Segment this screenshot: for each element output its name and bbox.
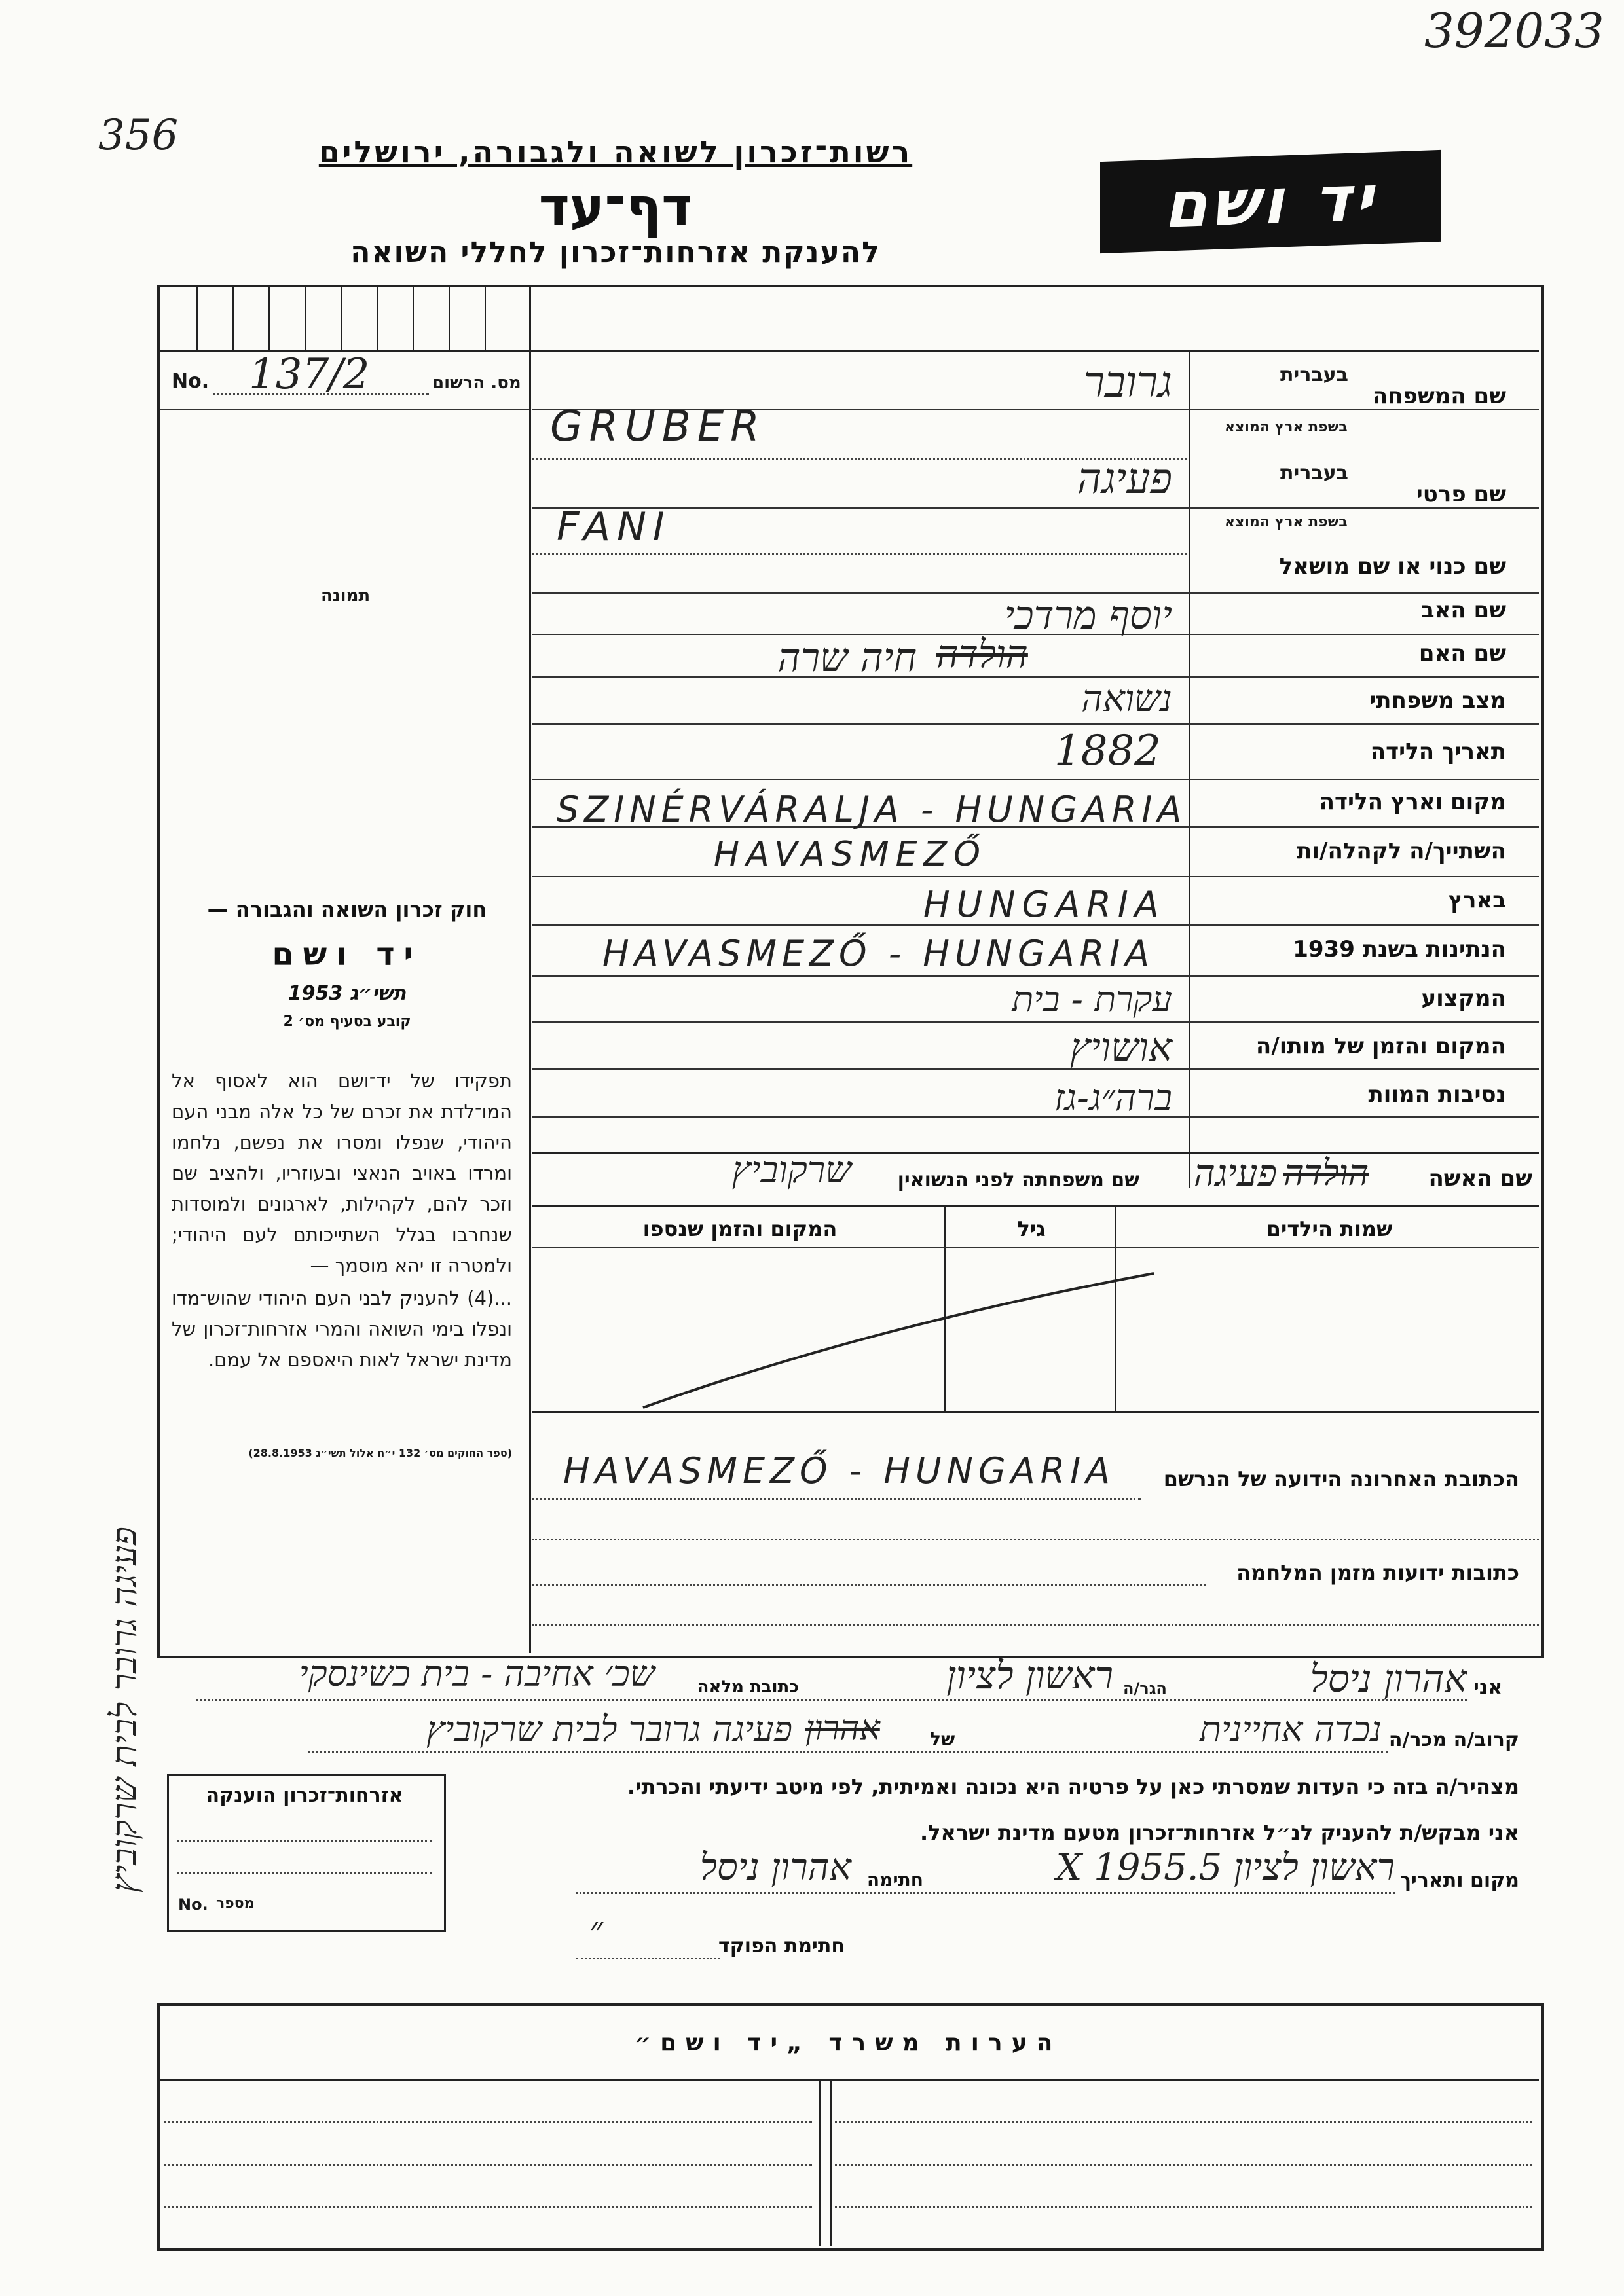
father-value: יוסף מרדכי	[1004, 592, 1172, 638]
declaration-text: מצהיר/ה בזה כי העדות שמסרתי כאן על פרטיה היא נכונה ואמיתית, לפי מיטב ידיעתי והכרתי.	[627, 1774, 1519, 1799]
officer-dotted-line	[576, 1958, 720, 1959]
law-year: תשי״ג 1953	[287, 982, 407, 1005]
cell-divider	[449, 285, 450, 350]
declarant-gar-label: הגר/ה	[1123, 1679, 1167, 1698]
mother-value: חיה שרה	[777, 635, 917, 681]
notes-divider	[819, 2079, 821, 2246]
community-label: השתייך/ה לקהלה/ות	[1297, 838, 1506, 864]
law-title: חוק זכרון השואה והגבורה —	[207, 897, 487, 922]
father-label: שם האב	[1420, 597, 1506, 623]
declarant-dotted-line	[308, 1751, 1388, 1753]
death-place-value: אושויץ	[1069, 1025, 1172, 1070]
row-line	[532, 779, 1539, 780]
place-date-label: מקום ותאריך	[1399, 1869, 1519, 1892]
profession-label: המקצוע	[1421, 985, 1506, 1011]
notes-divider	[830, 2079, 832, 2246]
address-dotted-line	[532, 1624, 1539, 1626]
cell-divider	[304, 285, 306, 350]
family-name-sub-native: בשפת ארץ המוצא	[1225, 419, 1348, 435]
law-source: (ספר החוקים מס׳ 132 י״ח אלול תשי״ג 28.8.1953)	[248, 1447, 512, 1459]
family-name-native: GRUBER	[550, 403, 766, 451]
cell-divider	[377, 285, 378, 350]
community-value: HAVASMEZŐ	[714, 835, 987, 874]
first-name-sub-native: בשפת ארץ המוצא	[1225, 514, 1348, 530]
children-place-header: המקום והזמן שנספו	[642, 1216, 838, 1241]
birth-date-value: 1882	[1054, 727, 1161, 775]
officer-signature-label: חתימת הפוקד	[718, 1935, 845, 1958]
wife-value: פעיגה	[1193, 1152, 1277, 1195]
notes-dotted-line	[835, 2164, 1532, 2166]
cell-divider	[413, 285, 414, 350]
notes-line	[160, 2079, 1539, 2081]
label-column-divider	[1189, 350, 1190, 1188]
family-name-hebrew: גרובר	[1083, 357, 1172, 407]
children-age-header: גיל	[1017, 1216, 1046, 1241]
wife-label: שם האשה	[1428, 1165, 1532, 1192]
row-line	[532, 723, 1539, 725]
photo-label: תמונה	[321, 586, 371, 606]
stamp-no-label: No.	[178, 1895, 208, 1914]
marital-status-label: מצב משפחתי	[1369, 687, 1506, 714]
authority-name: רשות־זכרון לשואה ולגבורה, ירושלים	[318, 134, 913, 170]
full-address-label: כתובת מלאה	[697, 1677, 799, 1697]
request-text: אני מבקש/ת להעניק לנ״ל אזרחות־זכרון מטעם מדינת ישראל.	[920, 1820, 1519, 1845]
cell-divider	[341, 285, 342, 350]
registration-number: 137/2	[249, 350, 370, 399]
first-name-sub-hebrew: בעברית	[1280, 462, 1348, 484]
citizenship-label: הנתינות בשנת 1939	[1293, 936, 1506, 962]
row-line	[532, 975, 1539, 977]
mother-struck-word: הולדה	[936, 632, 1028, 676]
wife-maiden-value: שרקוביץ	[731, 1149, 851, 1192]
death-cause-value: ברה״ג-גז	[1054, 1077, 1172, 1120]
row-line	[532, 1411, 1539, 1413]
page-number: 356	[98, 111, 179, 160]
registration-heb-label: מס. הרשום	[432, 373, 521, 393]
law-paragraph-2: ...(4) להעניק לבני העם היהודי שהוש־מדו ונפלו בימי השואה והמרי אזרחות־זכרון של מדינת ישראל לאות היאספם אל עמם.	[172, 1287, 512, 1371]
death-cause-label: נסיבות המוות	[1368, 1082, 1506, 1108]
family-name-sub-hebrew: בעברית	[1280, 363, 1348, 386]
notes-dotted-line	[835, 2121, 1532, 2123]
notes-dotted-line	[164, 2164, 812, 2166]
form-title: דף־עד	[538, 177, 693, 238]
cell-divider	[196, 285, 198, 350]
signature-label: חתימה	[866, 1869, 923, 1891]
stamp-dotted-line	[177, 1840, 432, 1842]
stamp-box-title: אזרחות־זכרון הוענקה	[206, 1784, 403, 1807]
birth-date-label: תאריך הלידה	[1370, 738, 1506, 765]
marital-status-value: נשואה	[1081, 678, 1172, 720]
family-name-label: שם המשפחה	[1372, 383, 1506, 409]
declarant-dotted-line	[196, 1699, 1467, 1701]
logo-text: יד ושם	[1164, 161, 1377, 242]
relation-struck-name: אהרון	[805, 1709, 880, 1748]
first-name-native: FANI	[557, 504, 671, 550]
law-paragraph-1: תפקידו של יד־ושם הוא לאסוף אל המו־לדת את זכרם של כל אלה מבני העם היהודי, שנפלו ומסרו את נפשם, נלחמו ומרדו באויב הנאצי ובעוזריו, ולהציב שם וזכר להם, לקהילות, לארגונים ולמוסדות שנחרבו בגלל השתייכותם לעם היהודי; ולמטרה זו יהא מוסמך —	[172, 1070, 512, 1277]
declarant-name: אהרון ניסל	[1310, 1656, 1467, 1701]
notes-dotted-line	[164, 2121, 812, 2123]
profession-value: עקרת - בית	[1012, 979, 1172, 1020]
first-name-hebrew: פעיגה	[1077, 455, 1172, 503]
notes-title: הערות משרד „יד ושם״	[634, 2030, 1062, 2056]
officer-mark: ״	[589, 1908, 604, 1951]
wife-maiden-label: שם משפחתה לפני הנשואין	[897, 1169, 1139, 1192]
first-name-label: שם פרטי	[1416, 481, 1506, 507]
relation-of-value: פעיגה גרובר לבית שרקוביץ	[426, 1709, 792, 1750]
country-value: HUNGARIA	[923, 884, 1166, 925]
war-address-label: כתובות ידועות מזמן המלחמה	[1236, 1560, 1519, 1585]
registration-no-label: No.	[172, 370, 210, 393]
notes-dotted-line	[164, 2206, 812, 2208]
stamp-dotted-line	[177, 1872, 432, 1874]
children-names-header: שמות הילדים	[1266, 1216, 1393, 1241]
row-line	[532, 1205, 1539, 1207]
archive-number: 392033	[1424, 3, 1604, 58]
nickname-label: שם כנוי או שם מושאל	[1279, 553, 1506, 579]
stamp-mispar-label: מספר	[216, 1895, 255, 1912]
birth-place-label: מקום וארץ הלידה	[1319, 789, 1506, 815]
declarant-address: שכ׳ אחיבה - בית כשינסקי	[299, 1653, 655, 1694]
place-date-value: ראשון לציון 5.X 1955	[1056, 1846, 1395, 1889]
row-line	[532, 876, 1539, 877]
last-address-value: HAVASMEZŐ - HUNGARIA	[563, 1450, 1116, 1491]
cell-divider	[232, 285, 234, 350]
citizenship-value: HAVASMEZŐ - HUNGARIA	[602, 933, 1155, 974]
mother-label: שם האם	[1418, 640, 1506, 666]
notes-dotted-line	[835, 2206, 1532, 2208]
last-address-label: הכתובת האחרונה הידועה של הנרשם	[1163, 1467, 1519, 1491]
address-dotted-line	[532, 1498, 1141, 1500]
declarant-signature: אהרון ניסל	[699, 1846, 851, 1889]
cell-divider	[268, 285, 270, 350]
country-label: בארץ	[1448, 887, 1506, 913]
relation-of-label: של	[930, 1728, 955, 1750]
row-line	[532, 1021, 1539, 1023]
signature-dotted-line	[576, 1892, 1395, 1894]
left-column-divider	[529, 285, 531, 1653]
wife-struck-word: הולדה	[1283, 1152, 1369, 1194]
declarant-ani-label: אני	[1473, 1676, 1503, 1699]
registration-row-line	[160, 409, 529, 410]
margin-note: פעיגה גרובר לבית שרקוביץ	[103, 1527, 145, 1893]
law-name: יד ושם	[272, 936, 422, 973]
declarant-city: ראשון לציון	[946, 1653, 1113, 1698]
children-cross-out-line	[532, 1247, 1539, 1411]
relation-value: נכדה אחיינית	[1200, 1709, 1382, 1750]
row-line	[532, 507, 1539, 509]
yad-vashem-logo	[1100, 150, 1441, 253]
address-dotted-line	[532, 1584, 1206, 1586]
relation-label: קרוב/ה מכר/ה	[1388, 1728, 1519, 1751]
law-section: קובע בסעיף מס׳ 2	[283, 1013, 411, 1030]
address-dotted-line	[532, 1539, 1539, 1540]
cell-divider	[485, 285, 486, 350]
death-place-label: המקום והזמן של מותו/ה	[1255, 1033, 1506, 1059]
form-subtitle: להענקת אזרחות־זכרון לחללי השואה	[350, 236, 881, 269]
birth-place-value: SZINÉRVÁRALJA - HUNGARIA	[557, 789, 1187, 830]
row-line	[532, 553, 1187, 555]
